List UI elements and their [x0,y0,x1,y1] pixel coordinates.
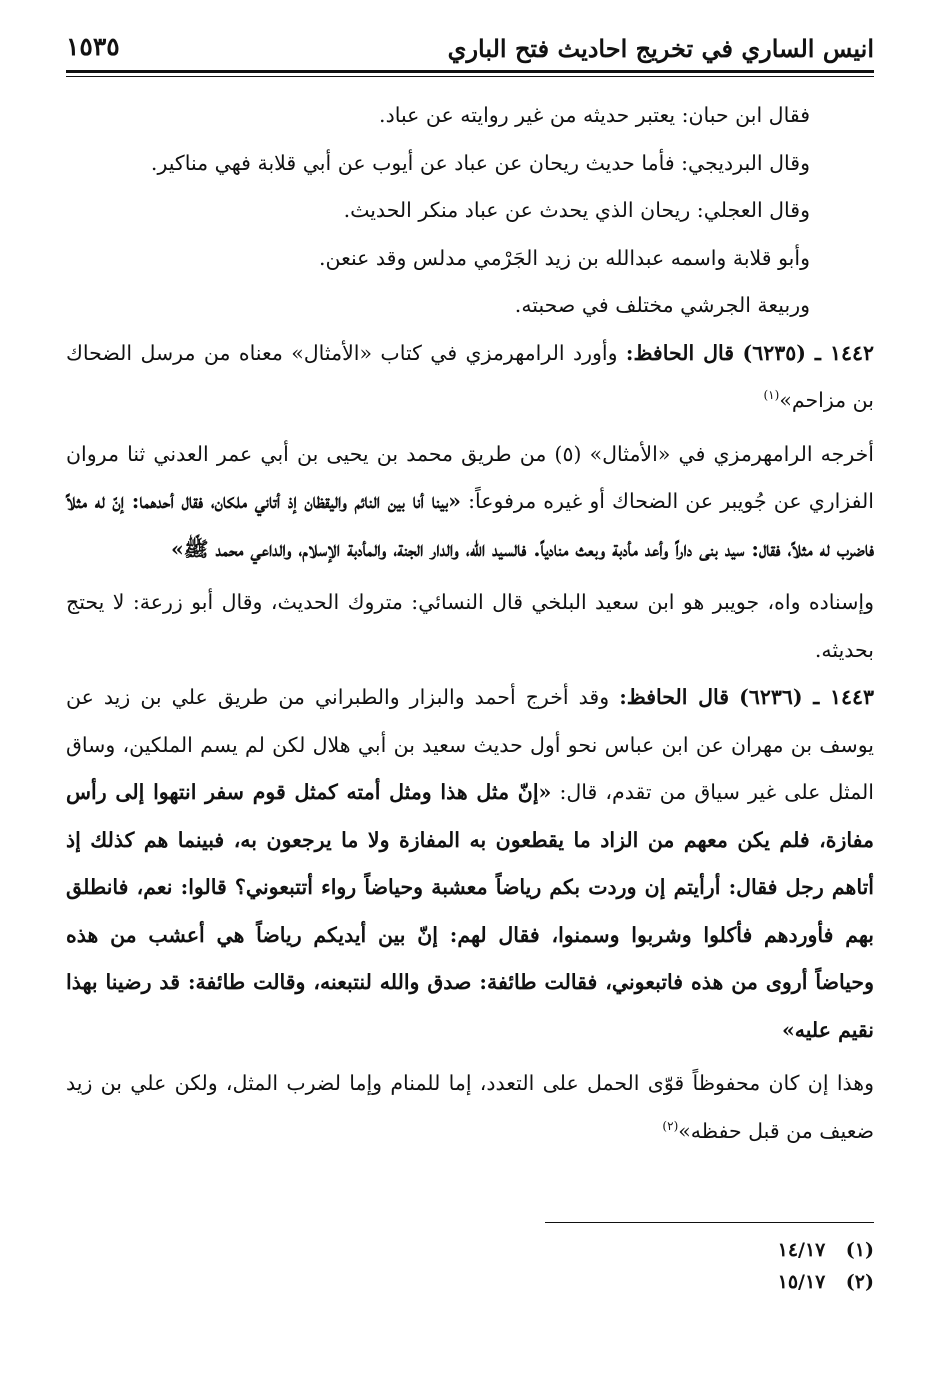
paragraph-ijli: وقال العجلي: ريحان الذي يحدث عن عباد منكر الحديث. [343,198,810,222]
hadith-text: «بينا أنا بين النائم واليقظان إذ أتاني ملكان، فقال أحدهما: إنّ له مثلاً فاضرب له مثلاً، فقال: سيد بنى داراً وأعد مأدبة وبعث منادياً. فالسيد الله، والدار الجنة، والمأدبة الإسلام، والداعي محمد ﷺ» [66,489,874,561]
paragraph-bardiji: وقال البرديجي: فأما حديث ريحان عن عباد عن أيوب عن أبي قلابة فهي مناكير. [150,150,810,175]
main-text [66,92,874,1155]
footnote-number: (٢) [845,1271,874,1293]
footnote-ref: (١) [763,388,780,403]
entry-number: ١٤٤٢ ـ (٦٢٣٥) [742,340,874,365]
paragraph-rabia: وربيعة الجرشي مختلف في صحبته. [514,293,810,317]
footnote-number: (١) [845,1239,874,1261]
conclusion-text: وهذا إن كان محفوظاً قوّى الحمل على التعدد، إما للمنام وإما لضرب المثل، ولكن علي بن زيد ضعيف من قبل حفظه» [66,1071,874,1143]
hadith-text: «إنّ مثل هذا ومثل أمته كمثل قوم سفر انتهوا إلى رأس مفازة، فلم يكن معهم من الزاد ما يقطعون به المفازة ولا ما يرجعون به، فبينما هم كذلك إذ أتاهم رجل فقال: أرأيتم إن وردت بكم رياضاً معشبة وحياضاً رواء أتتبعوني؟ قالوا: نعم، فانطلق بهم فأوردهم فأكلوا وشربوا وسمنوا، فقال لهم: إنّ بين أيديكم رياضاً هي أعشب من هذه وحياضاً أروى من هذه فاتبعوني، فقالت طائفة: صدق والله لنتبعنه، وقالت طائفة: قد رضينا بهذا نقيم عليه» [66,780,874,1042]
paragraph-conclusion [66,1060,874,1155]
paragraph-abu-qilaba: وأبو قلابة واسمه عبدالله بن زيد الجَرْمي مدلس وقد عنعن. [318,245,810,270]
footnote-1 [544,1234,874,1266]
footnote-reference: ١٥/١٧ [777,1271,826,1293]
paragraph-takhrij-1442 [66,431,874,574]
entry-label: قال الحافظ: [625,340,735,365]
page-number: ١٥٣٥ [66,32,120,61]
footnote-ref: (٢) [662,1118,679,1133]
entry-1442 [66,330,874,425]
entry-text: وقد أخرج أحمد والبزار والطبراني من طريق علي بن زيد عن يوسف بن مهران عن ابن عباس نحو أول حديث سعيد بن أبي هلال لكن لم يسم الملكين، وساق المثل على غير سياق من تقدم، قال: [66,685,874,804]
header-rule-thick [66,70,874,73]
paragraph-isnad-judgement: وإسناده واه، جويبر هو ابن سعيد البلخي قال النسائي: متروك الحديث، وقال أبو زرعة: لا يحتج بحديثه. [66,590,874,662]
entry-text: وأورد الرامهرمزي في كتاب «الأمثال» معناه من مرسل الضحاك بن مزاحم» [66,340,874,412]
footnote-separator [545,1222,874,1223]
paragraph-ibn-hibban: فقال ابن حبان: يعتبر حديثه من غير روايته عن عباد. [379,103,810,127]
footnotes [544,1234,874,1298]
header-rule-thin [66,76,874,77]
entry-number: ١٤٤٣ ـ (٦٢٣٦) [739,685,874,709]
running-title: انيس الساري في تخريج احاديث فتح الباري [447,34,874,63]
entry-label: قال الحافظ: [619,685,730,709]
entry-1443 [66,674,874,1054]
footnote-2 [544,1266,874,1298]
footnote-reference: ١٤/١٧ [777,1239,826,1261]
page-header [66,28,874,68]
takhrij-text: أخرجه الرامهرمزي في «الأمثال» (٥) من طريق محمد بن يحيى بن أبي عمر العدني ثنا مروان الفزاري عن جُويبر عن الضحاك أو غيره مرفوعاً: [66,441,874,513]
